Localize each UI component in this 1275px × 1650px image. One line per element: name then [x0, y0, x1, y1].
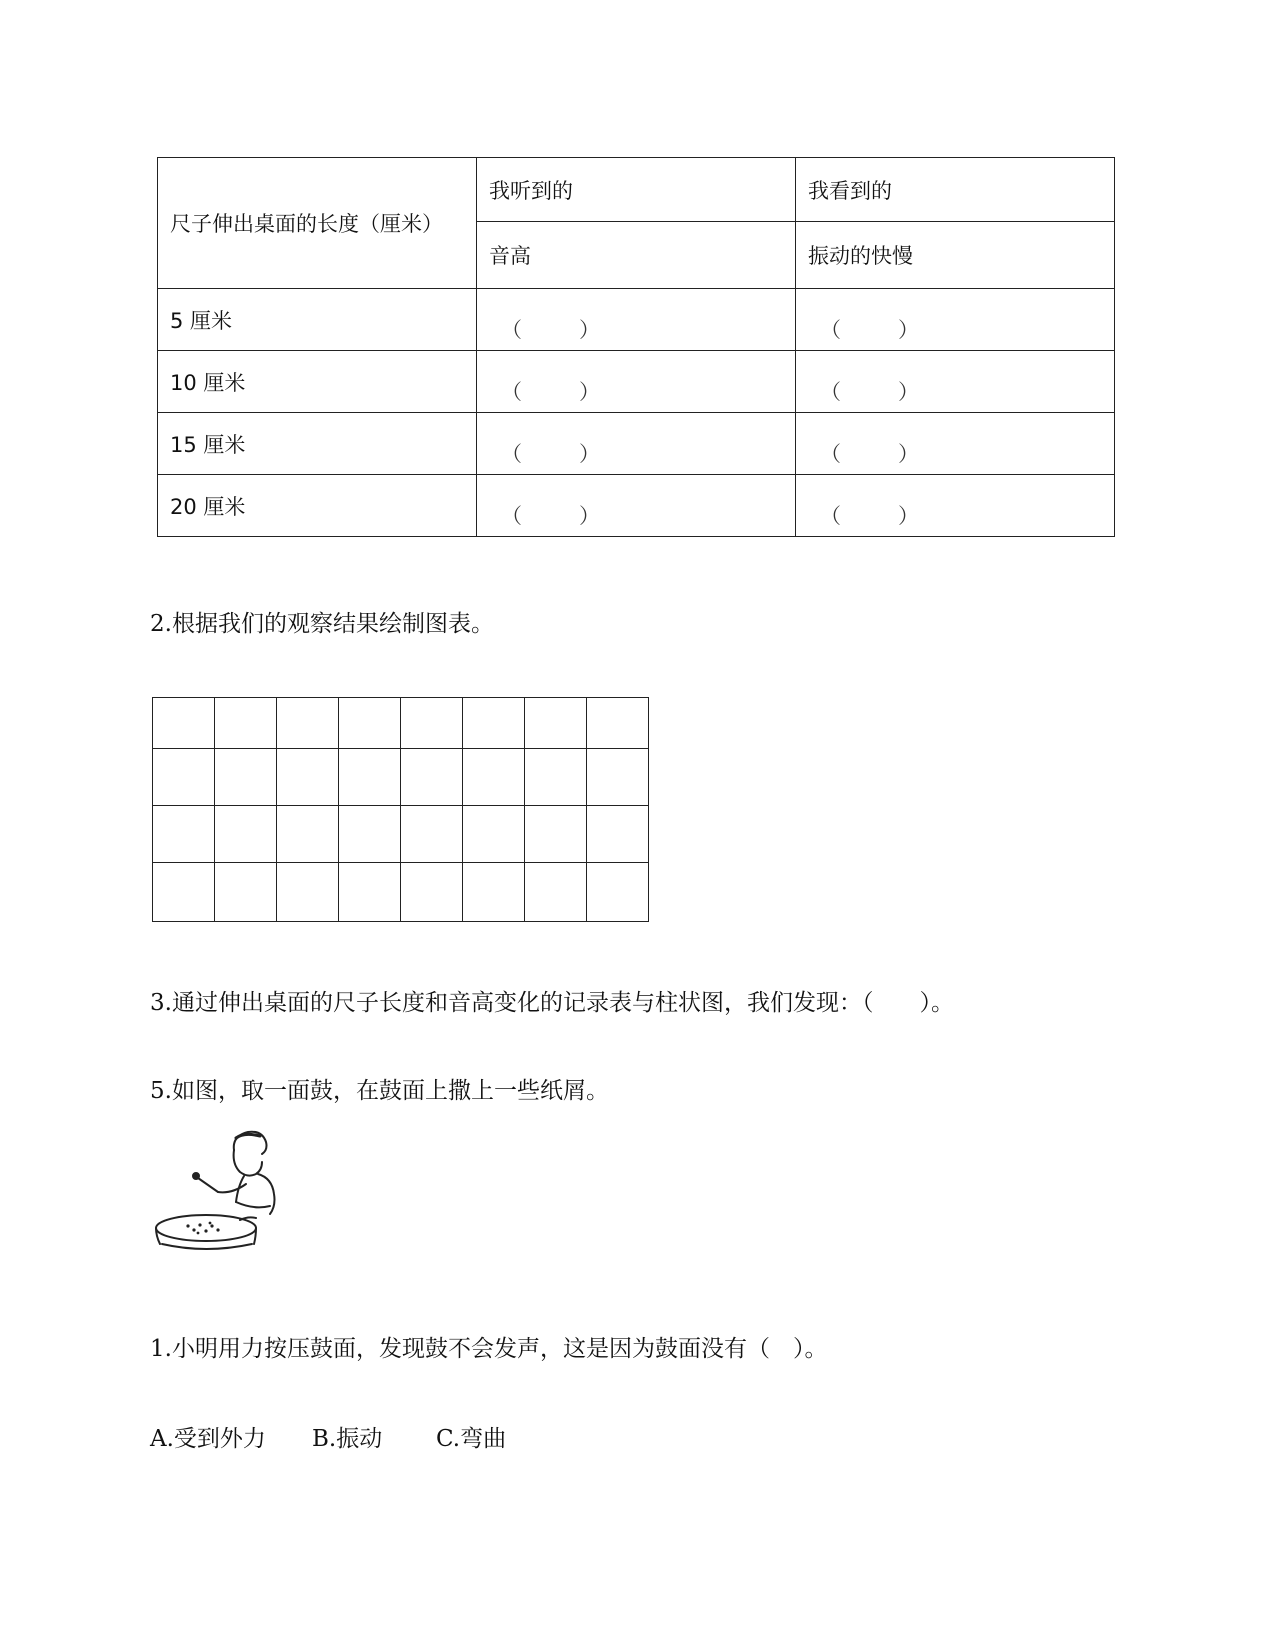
open-paren: （: [820, 379, 841, 404]
close-paren: ）: [898, 503, 919, 528]
open-paren: （: [820, 317, 841, 342]
grid-cell[interactable]: [277, 863, 339, 922]
grid-cell[interactable]: [463, 698, 525, 749]
option-b[interactable]: B.振动: [312, 1426, 383, 1452]
open-paren: （: [501, 503, 522, 528]
close-paren: ）: [898, 379, 919, 404]
grid-cell[interactable]: [339, 863, 401, 922]
row-length: 15 厘米: [158, 413, 477, 475]
question-3: 3.通过伸出桌面的尺子长度和音高变化的记录表与柱状图，我们发现：（ ）。: [150, 990, 954, 1016]
question-5: 5.如图，取一面鼓，在鼓面上撒上一些纸屑。: [150, 1078, 609, 1104]
drum-illustration: [148, 1128, 298, 1258]
col3-header-top: 我看到的: [796, 158, 1115, 222]
open-paren: （: [501, 441, 522, 466]
grid-cell[interactable]: [525, 806, 587, 863]
vibration-blank[interactable]: [796, 413, 1115, 475]
close-paren: ）: [898, 441, 919, 466]
grid-cell[interactable]: [215, 863, 277, 922]
grid-cell[interactable]: [525, 698, 587, 749]
grid-cell[interactable]: [153, 863, 215, 922]
vibration-blank[interactable]: [796, 289, 1115, 351]
grid-cell[interactable]: [587, 749, 649, 806]
grid-cell[interactable]: [277, 698, 339, 749]
grid-cell[interactable]: [463, 749, 525, 806]
pitch-blank[interactable]: [477, 289, 796, 351]
grid-cell[interactable]: [401, 749, 463, 806]
grid-cell[interactable]: [401, 863, 463, 922]
grid-cell[interactable]: [215, 749, 277, 806]
close-paren: ）: [579, 379, 600, 404]
row-length: 5 厘米: [158, 289, 477, 351]
grid-cell[interactable]: [525, 749, 587, 806]
pitch-blank[interactable]: [477, 413, 796, 475]
open-paren: （: [820, 503, 841, 528]
grid-cell[interactable]: [401, 698, 463, 749]
grid-cell[interactable]: [339, 806, 401, 863]
grid-cell[interactable]: [587, 863, 649, 922]
pitch-blank[interactable]: [477, 475, 796, 537]
record-table: [157, 157, 1115, 537]
close-paren: ）: [579, 503, 600, 528]
question-1: 1.小明用力按压鼓面，发现鼓不会发声，这是因为鼓面没有（ ）。: [150, 1336, 828, 1362]
grid-cell[interactable]: [339, 749, 401, 806]
open-paren: （: [501, 379, 522, 404]
grid-cell[interactable]: [215, 806, 277, 863]
col1-header: 尺子伸出桌面的长度（厘米）: [158, 158, 477, 289]
question-2: 2.根据我们的观察结果绘制图表。: [150, 611, 494, 637]
open-paren: （: [820, 441, 841, 466]
chart-grid: [152, 697, 649, 922]
col2-header-top: 我听到的: [477, 158, 796, 222]
grid-cell[interactable]: [215, 698, 277, 749]
grid-cell[interactable]: [153, 698, 215, 749]
grid-cell[interactable]: [525, 863, 587, 922]
col3-header-bottom: 振动的快慢: [796, 222, 1115, 289]
pitch-blank[interactable]: [477, 351, 796, 413]
close-paren: ）: [898, 317, 919, 342]
grid-cell[interactable]: [339, 698, 401, 749]
grid-cell[interactable]: [587, 806, 649, 863]
grid-cell[interactable]: [277, 749, 339, 806]
grid-cell[interactable]: [463, 863, 525, 922]
option-a[interactable]: A.受到外力: [150, 1426, 266, 1452]
vibration-blank[interactable]: [796, 351, 1115, 413]
col2-header-bottom: 音高: [477, 222, 796, 289]
row-length: 10 厘米: [158, 351, 477, 413]
grid-cell[interactable]: [153, 749, 215, 806]
vibration-blank[interactable]: [796, 475, 1115, 537]
close-paren: ）: [579, 317, 600, 342]
grid-cell[interactable]: [463, 806, 525, 863]
answer-options: [150, 1420, 506, 1453]
grid-cell[interactable]: [401, 806, 463, 863]
open-paren: （: [501, 317, 522, 342]
grid-cell[interactable]: [153, 806, 215, 863]
grid-cell[interactable]: [587, 698, 649, 749]
option-c[interactable]: C.弯曲: [436, 1426, 507, 1452]
row-length: 20 厘米: [158, 475, 477, 537]
grid-cell[interactable]: [277, 806, 339, 863]
close-paren: ）: [579, 441, 600, 466]
